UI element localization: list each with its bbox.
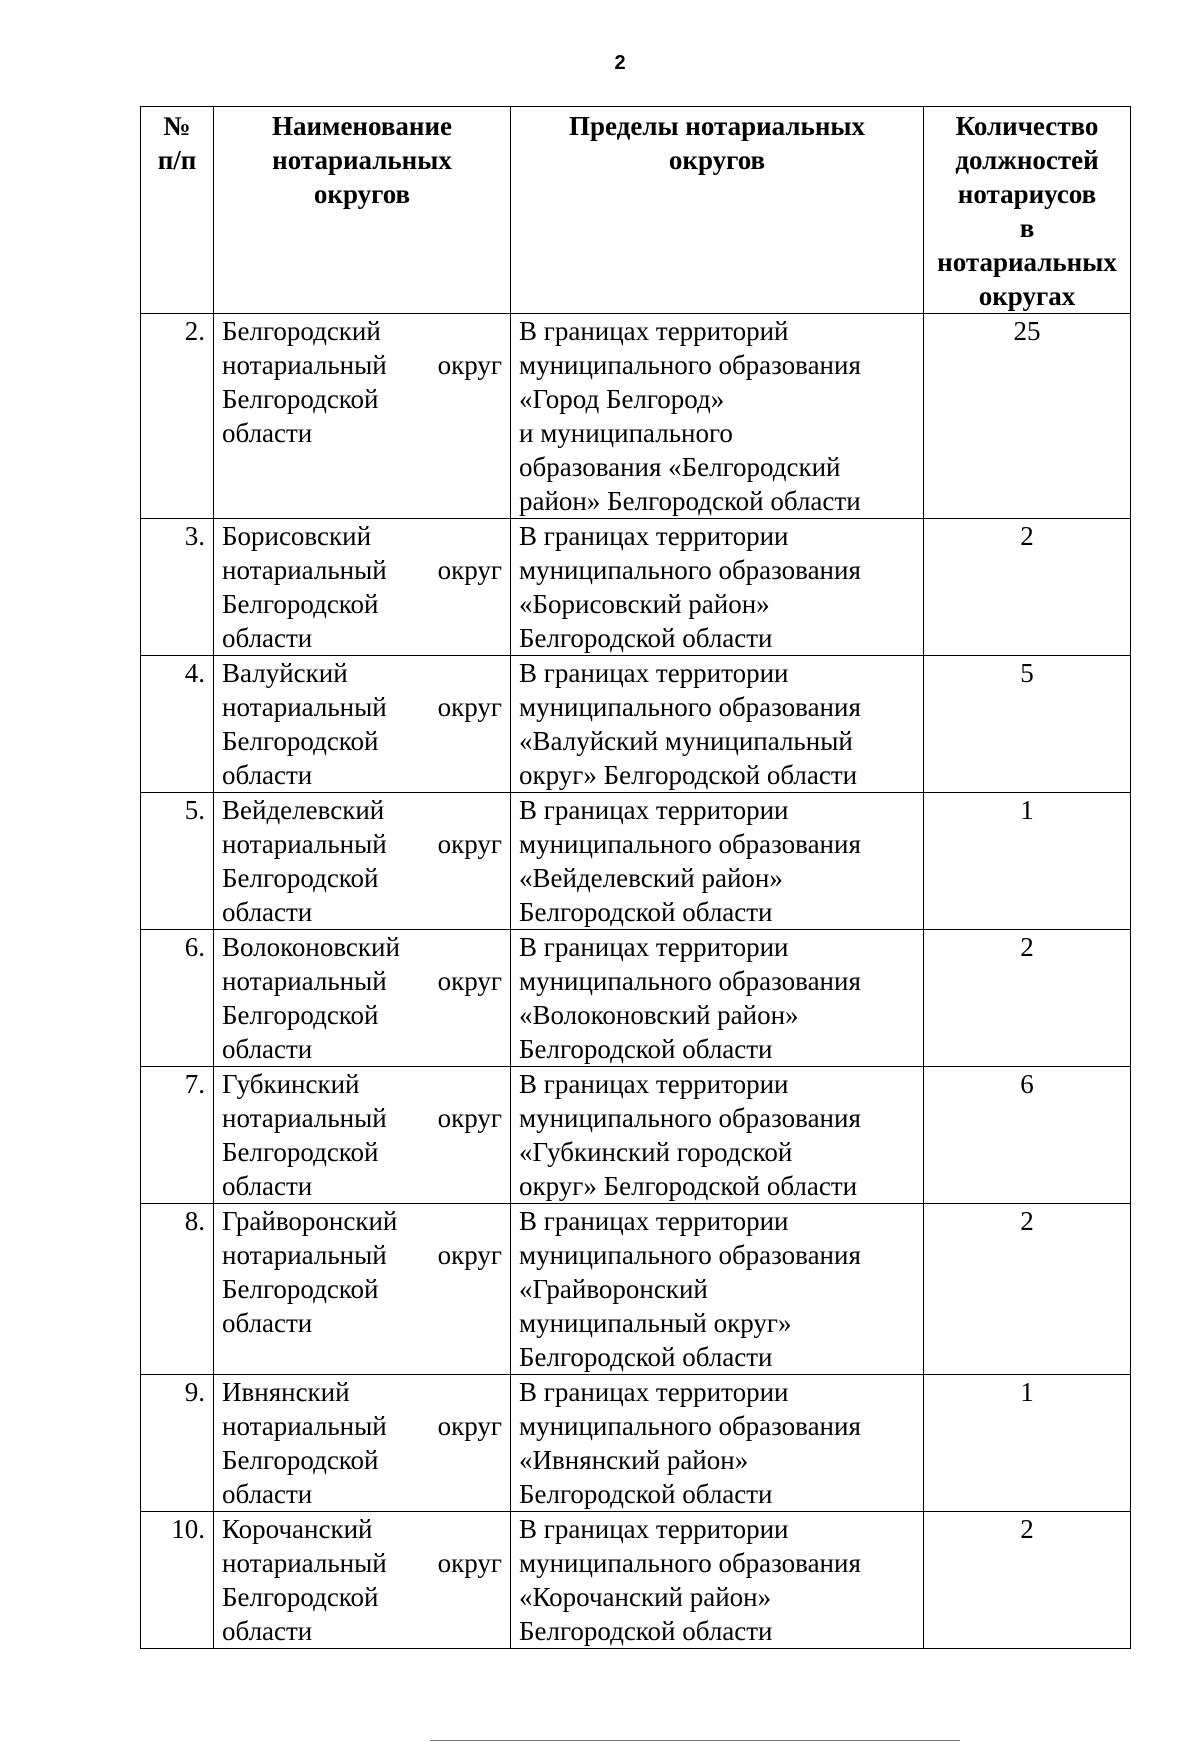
district-name-word: округ — [437, 829, 502, 859]
district-name-region: Белгородской области — [222, 1137, 379, 1201]
notary-count: 1 — [924, 1375, 1131, 1512]
district-limits: В границах территории муниципального образования «Ивнянский район» Белгородской области — [511, 1375, 924, 1512]
district-name-line — [222, 964, 502, 998]
table-row — [141, 1375, 1131, 1512]
header-district-limits: Пределы нотариальных округов — [511, 107, 924, 314]
district-name-region: Белгородской области — [222, 1000, 379, 1064]
district-name — [214, 656, 511, 793]
district-limits: В границах территории муниципального образования «Борисовский район» Белгородской области — [511, 519, 924, 656]
table-row — [141, 1067, 1131, 1204]
district-name-title: Корочанский — [222, 1514, 373, 1544]
district-name — [214, 314, 511, 519]
row-number: 3. — [141, 519, 214, 656]
district-name-title: Борисовский — [222, 521, 372, 551]
district-name-word: нотариальный — [222, 1411, 387, 1441]
page-bottom-rule — [430, 1740, 960, 1741]
header-notary-count: Количество должностей нотариусов в нотариальных округах — [924, 107, 1131, 314]
table-row — [141, 314, 1131, 519]
district-limits: В границах территории муниципального образования «Грайворонский муниципальный округ» Белгородской области — [511, 1204, 924, 1375]
district-limits: В границах территории муниципального образования «Вейделевский район» Белгородской области — [511, 793, 924, 930]
district-name-word: нотариальный — [222, 1548, 387, 1578]
district-name-word: округ — [437, 350, 502, 380]
district-name — [214, 930, 511, 1067]
district-name-title: Белгородский — [222, 316, 381, 346]
table-header-row — [141, 107, 1131, 314]
district-name-region: Белгородской области — [222, 1274, 379, 1338]
district-name-word: нотариальный — [222, 555, 387, 585]
notary-count: 2 — [924, 1204, 1131, 1375]
district-name-word: нотариальный — [222, 350, 387, 380]
district-name-word: округ — [437, 1411, 502, 1441]
table-row — [141, 930, 1131, 1067]
district-name — [214, 793, 511, 930]
notary-count: 1 — [924, 793, 1131, 930]
row-number: 8. — [141, 1204, 214, 1375]
row-number: 2. — [141, 314, 214, 519]
row-number: 10. — [141, 1512, 214, 1649]
district-name — [214, 1512, 511, 1649]
district-name-word: округ — [437, 1548, 502, 1578]
district-name-word: нотариальный — [222, 966, 387, 996]
page-number: 2 — [614, 52, 626, 74]
notary-count: 2 — [924, 930, 1131, 1067]
district-name-region: Белгородской области — [222, 1582, 379, 1646]
district-name-title: Валуйский — [222, 658, 348, 688]
district-name-word: нотариальный — [222, 829, 387, 859]
header-number: № п/п — [141, 107, 214, 314]
district-name-line — [222, 690, 502, 724]
district-name-line — [222, 553, 502, 587]
district-name-word: нотариальный — [222, 1103, 387, 1133]
table-row — [141, 793, 1131, 930]
header-district-name: Наименование нотариальных округов — [214, 107, 511, 314]
notary-count: 6 — [924, 1067, 1131, 1204]
district-name — [214, 519, 511, 656]
district-limits: В границах территории муниципального образования «Волоконовский район» Белгородской области — [511, 930, 924, 1067]
district-name-word: округ — [437, 1103, 502, 1133]
notary-count: 2 — [924, 519, 1131, 656]
district-name-word: округ — [437, 1240, 502, 1270]
district-name-region: Белгородской области — [222, 1445, 379, 1509]
row-number: 6. — [141, 930, 214, 1067]
district-limits: В границах территории муниципального образования «Губкинский городской округ» Белгородской области — [511, 1067, 924, 1204]
table-row — [141, 656, 1131, 793]
table-row — [141, 519, 1131, 656]
district-limits: В границах территорий муниципального образования «Город Белгород» и муниципального образования «Белгородский район» Белгородской области — [511, 314, 924, 519]
district-name-line — [222, 1546, 502, 1580]
district-name-region: Белгородской области — [222, 384, 379, 448]
district-name-word: округ — [437, 966, 502, 996]
district-name-word: округ — [437, 692, 502, 722]
district-limits: В границах территории муниципального образования «Корочанский район» Белгородской области — [511, 1512, 924, 1649]
district-name-word: округ — [437, 555, 502, 585]
table-row — [141, 1512, 1131, 1649]
notary-districts-table — [140, 106, 1131, 1649]
district-name-line — [222, 348, 502, 382]
district-name-title: Губкинский — [222, 1069, 360, 1099]
notary-count: 25 — [924, 314, 1131, 519]
table-row — [141, 1204, 1131, 1375]
district-name-line — [222, 1101, 502, 1135]
district-name-line — [222, 1238, 502, 1272]
district-name — [214, 1067, 511, 1204]
row-number: 4. — [141, 656, 214, 793]
row-number: 5. — [141, 793, 214, 930]
district-name-line — [222, 827, 502, 861]
district-name-word: нотариальный — [222, 1240, 387, 1270]
row-number: 7. — [141, 1067, 214, 1204]
district-name-region: Белгородской области — [222, 863, 379, 927]
district-name-title: Вейделевский — [222, 795, 385, 825]
notary-count: 5 — [924, 656, 1131, 793]
district-name-title: Ивнянский — [222, 1377, 350, 1407]
district-name-region: Белгородской области — [222, 589, 379, 653]
district-name-title: Волоконовский — [222, 932, 400, 962]
district-name-word: нотариальный — [222, 692, 387, 722]
district-limits: В границах территории муниципального образования «Валуйский муниципальный округ» Белгородской области — [511, 656, 924, 793]
district-name — [214, 1375, 511, 1512]
district-name-region: Белгородской области — [222, 726, 379, 790]
district-name-line — [222, 1409, 502, 1443]
district-name-title: Грайворонский — [222, 1206, 398, 1236]
district-name — [214, 1204, 511, 1375]
notary-count: 2 — [924, 1512, 1131, 1649]
row-number: 9. — [141, 1375, 214, 1512]
